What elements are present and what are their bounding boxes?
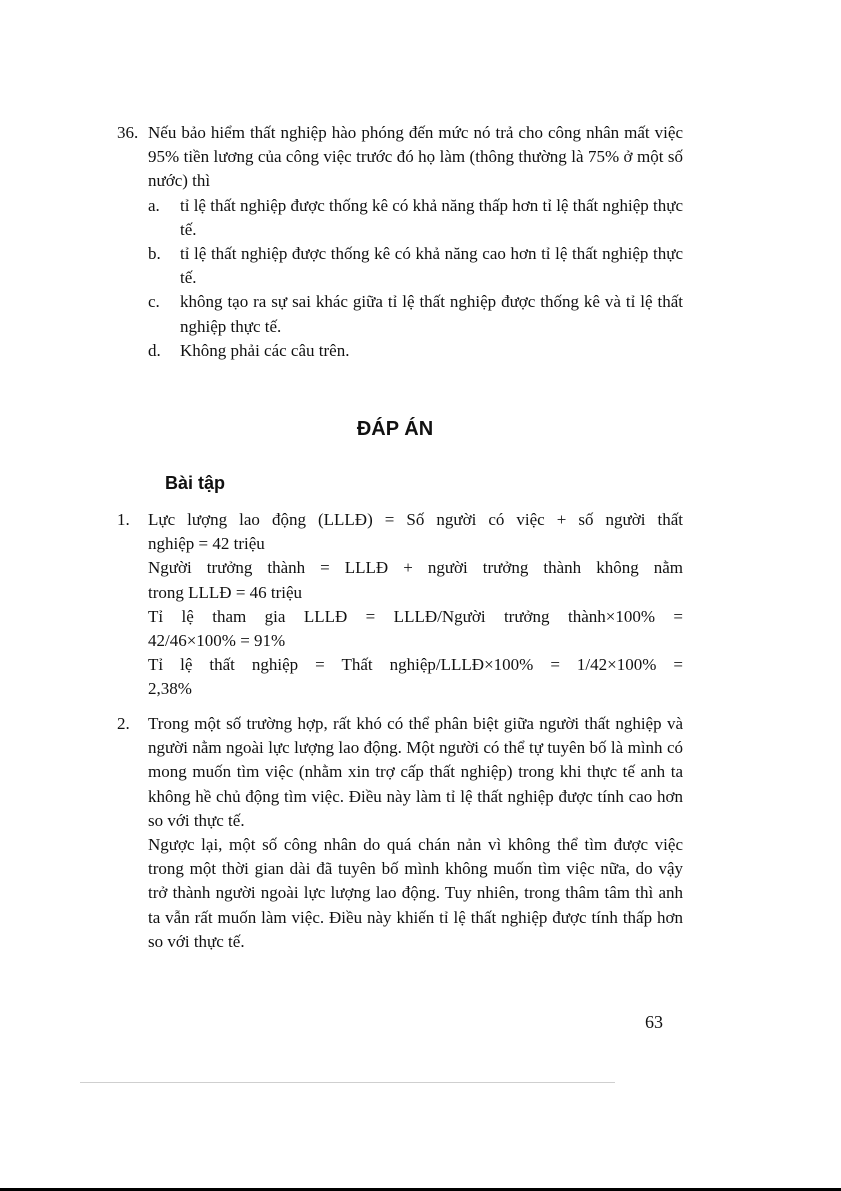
scan-divider-line — [80, 1082, 615, 1083]
option-text: không tạo ra sự sai khác giữa tỉ lệ thất nghiệp được thống kê và tỉ lệ thất nghiệp thực tế. — [180, 292, 683, 336]
option-letter: d. — [148, 340, 161, 360]
answer-line: 42/46×100% = 91% — [148, 631, 286, 651]
section-title: Bài tập — [165, 473, 226, 493]
answer-1 — [117, 508, 683, 702]
answer-line: Lực lượng lao động (LLLĐ) = Số người có việc + số người thất — [148, 510, 683, 529]
answer-1-body — [148, 508, 683, 702]
option-letter: c. — [148, 292, 160, 312]
option-text: tỉ lệ thất nghiệp được thống kê có khả năng cao hơn tỉ lệ thất nghiệp thực tế. — [180, 244, 683, 288]
page-number: 63 — [645, 1012, 663, 1032]
answer-number: 1. — [117, 510, 130, 529]
answer-number: 2. — [117, 714, 130, 733]
answer-paragraph: Ngược lại, một số công nhân do quá chán nản vì không thể tìm được việc trong một thời gian dài đã tuyên bố mình không muốn tìm việc nữa, do vậy trở thành người ngoài lực lượng lao động. Tuy nhiên, trong thâm tâm thì anh ta vẫn rất muốn làm việc. Điều này khiến tỉ lệ thất nghiệp được tính thấp hơn so với thực tế. — [148, 835, 683, 951]
answer-line: 2,38% — [148, 679, 192, 699]
option-a — [148, 194, 683, 242]
answer-line: Tỉ lệ thất nghiệp = Thất nghiệp/LLLĐ×100% = 1/42×100% = — [148, 655, 683, 675]
answer-2 — [117, 712, 683, 954]
option-d — [148, 339, 683, 363]
option-letter: a. — [148, 195, 160, 215]
option-c — [148, 290, 683, 338]
answer-line: trong LLLĐ = 46 triệu — [148, 582, 303, 602]
question-number: 36. — [117, 123, 139, 142]
option-letter: b. — [148, 244, 161, 264]
answer-line: Tỉ lệ tham gia LLLĐ = LLLĐ/Người trưởng thành×100% = — [148, 606, 683, 626]
answer-line: Người trưởng thành = LLLĐ + người trưởng thành không nằm — [148, 558, 683, 578]
answer-paragraph: Trong một số trường hợp, rất khó có thể phân biệt giữa người thất nghiệp và người nằm ngoài lực lượng lao động. Một người có thể tự tuyên bố là mình có mong muốn tìm việc (nhằm xin trợ cấp thất nghiệp) trong khi thực tế anh ta không hề chủ động tìm việc. Điều này làm tỉ lệ thất nghiệp được tính cao hơn so với thực tế. — [148, 714, 683, 830]
option-text: Không phải các câu trên. — [180, 340, 350, 360]
option-b — [148, 242, 683, 290]
answer-2-body — [148, 712, 683, 954]
question-stem: Nếu bảo hiểm thất nghiệp hào phóng đến mức nó trả cho công nhân mất việc 95% tiền lương của công việc trước đó họ làm (thông thường là 75% ở một số nước) thì — [148, 123, 683, 191]
question-36 — [117, 121, 683, 363]
option-text: tỉ lệ thất nghiệp được thống kê có khả năng thấp hơn tỉ lệ thất nghiệp thực tế. — [180, 195, 683, 239]
answer-heading: ĐÁP ÁN — [356, 418, 434, 440]
answer-line: nghiệp = 42 triệu — [148, 534, 265, 554]
